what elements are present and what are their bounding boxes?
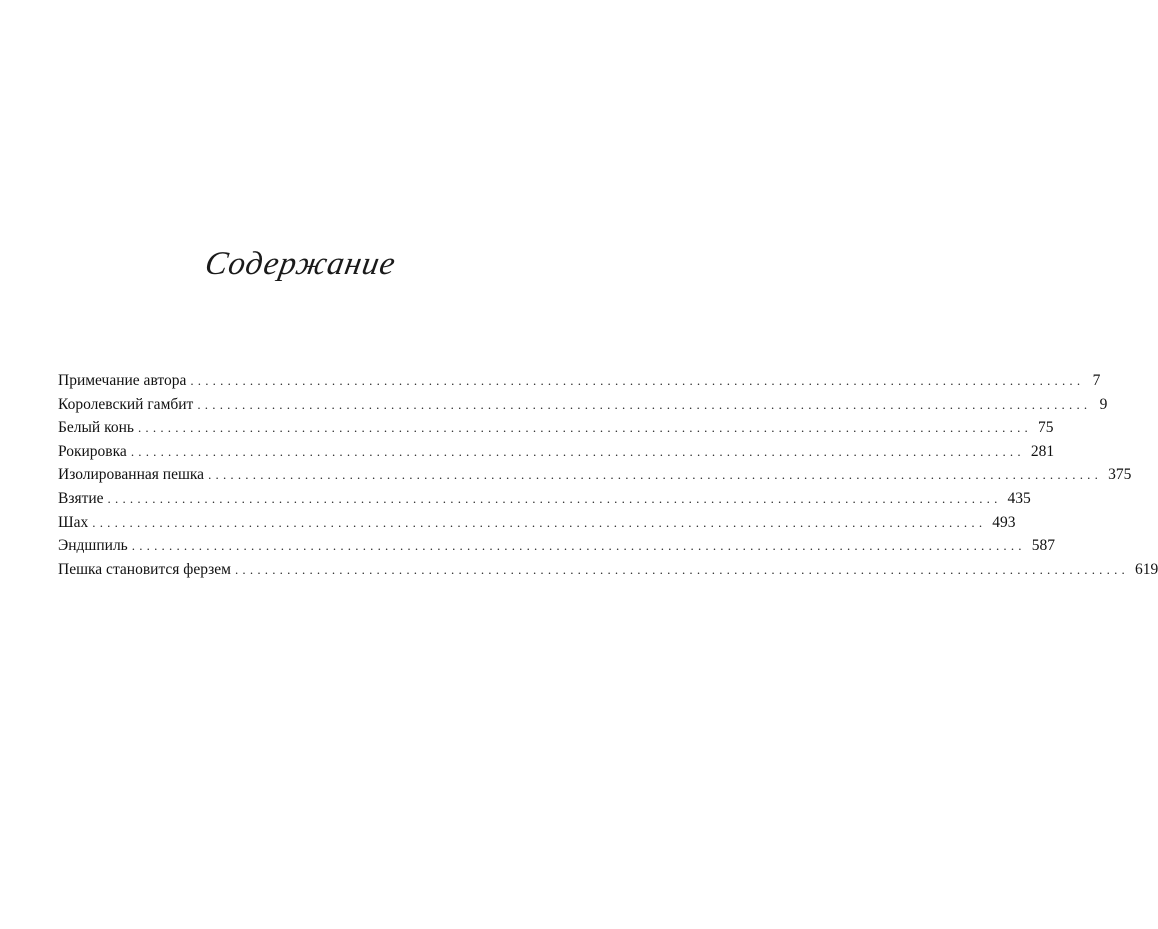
toc-entry-page: 9 xyxy=(1099,395,1108,413)
toc-entry-title: Пешка становится ферзем xyxy=(58,560,231,578)
toc-entry-page: 75 xyxy=(1037,419,1054,437)
toc-entry xyxy=(58,487,1031,511)
toc-entry xyxy=(58,393,1108,417)
toc-entry-title: Примечание автора xyxy=(58,372,187,389)
toc-entry-title: Белый конь xyxy=(58,419,134,437)
toc-entry-page: 375 xyxy=(1108,466,1132,484)
toc-entry-page: 7 xyxy=(1092,372,1101,389)
dot-leader: ........................................................................................................................ xyxy=(234,561,1129,577)
toc-entry-title: Изолированная пешка xyxy=(58,466,205,484)
toc-entry xyxy=(58,511,1016,535)
toc-entry xyxy=(58,558,1158,582)
dot-leader: ........................................................................................................................ xyxy=(92,514,987,530)
toc-entry xyxy=(58,440,1055,464)
page-title: Содержание xyxy=(202,246,399,282)
dot-leader: ........................................................................................................................ xyxy=(190,373,1085,388)
toc-entry xyxy=(58,534,1055,558)
toc-entry-page: 281 xyxy=(1030,442,1055,460)
dot-leader: ........................................................................................................................ xyxy=(208,467,1103,483)
dot-leader: ........................................................................................................................ xyxy=(137,420,1032,436)
dot-leader: ........................................................................................................................ xyxy=(197,396,1092,412)
toc-entry-title: Эндшпиль xyxy=(58,537,128,555)
toc-entry-page: 435 xyxy=(1007,489,1031,507)
toc-entry-title: Взятие xyxy=(58,489,104,507)
toc-entry-title: Королевский гамбит xyxy=(58,395,194,413)
table-of-contents xyxy=(58,369,1158,581)
toc-entry-page: 619 xyxy=(1134,560,1158,578)
toc-entry-title: Рокировка xyxy=(58,442,127,460)
toc-entry xyxy=(58,369,1101,393)
dot-leader: ........................................................................................................................ xyxy=(107,490,1002,506)
toc-entry-title: Шах xyxy=(58,513,89,531)
dot-leader: ........................................................................................................................ xyxy=(130,443,1025,459)
toc-entry xyxy=(58,416,1054,440)
toc-entry-page: 493 xyxy=(992,513,1016,531)
toc-entry-page: 587 xyxy=(1031,537,1055,555)
toc-entry xyxy=(58,463,1132,487)
dot-leader: ........................................................................................................................ xyxy=(131,538,1026,554)
